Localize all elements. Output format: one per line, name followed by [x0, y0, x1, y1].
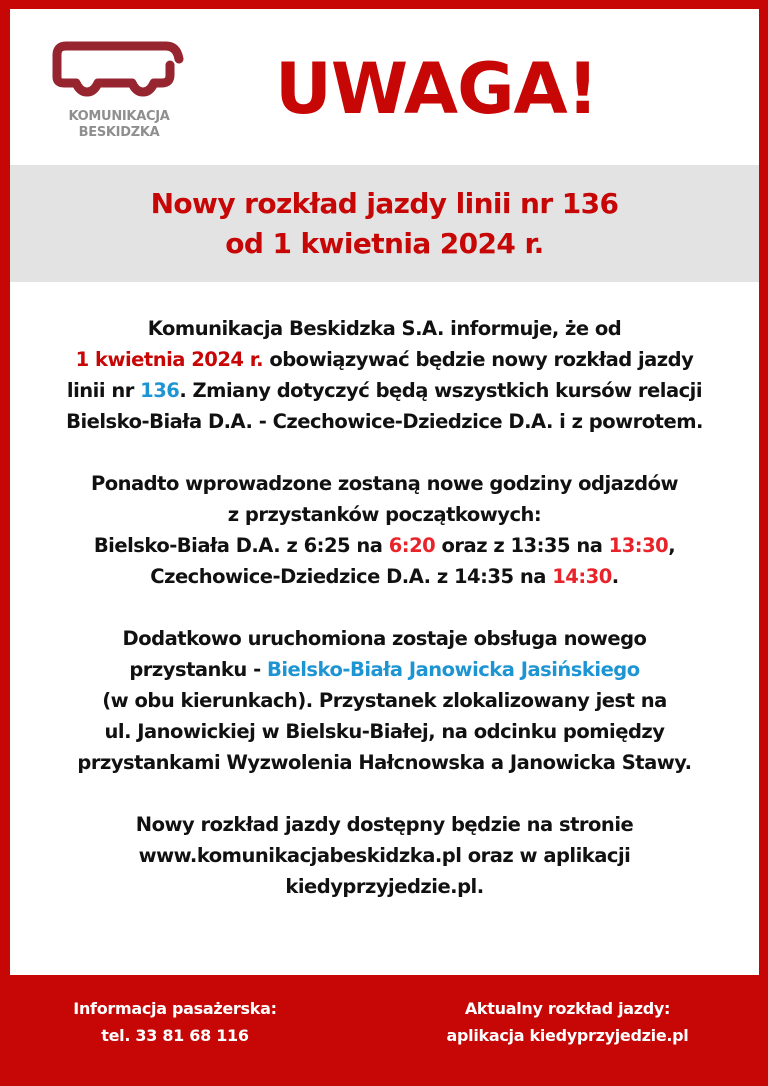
- text-span: ,: [668, 534, 676, 557]
- text-line: ul. Janowickiej w Bielsku-Białej, na odcinku pomiędzy: [104, 720, 665, 743]
- website-line: www.komunikacjabeskidzka.pl oraz w aplikacji: [138, 844, 631, 867]
- text-line: przystankami Wyzwolenia Hałcnowska a Janowicka Stawy.: [77, 751, 692, 774]
- bus-icon: [44, 37, 184, 107]
- new-time: 6:20: [388, 534, 436, 557]
- passenger-info: [30, 995, 320, 1049]
- text-span: obowiązywać będzie nowy rozkład jazdy: [263, 348, 694, 371]
- text-line: Bielsko-Biała D.A. - Czechowice-Dziedzice D.A. i z powrotem.: [66, 410, 703, 433]
- current-timetable-label: Aktualny rozkład jazdy:: [464, 999, 671, 1018]
- announcement-body: [10, 313, 759, 933]
- company-logo: [44, 37, 184, 147]
- effective-date: 1 kwietnia 2024 r.: [75, 348, 264, 371]
- poster-sheet: [10, 9, 759, 975]
- text-span: .: [611, 565, 619, 588]
- new-time: 13:30: [608, 534, 669, 557]
- text-line: Komunikacja Beskidzka S.A. informuje, że od: [147, 317, 622, 340]
- passenger-info-phone: tel. 33 81 68 116: [101, 1026, 249, 1045]
- paragraph-schedule-change: [10, 313, 759, 437]
- banner-line-1: Nowy rozkład jazdy linii nr 136: [150, 186, 619, 220]
- text-line: [10, 530, 759, 561]
- text-line: [10, 375, 759, 406]
- paragraph-new-stop: [10, 623, 759, 778]
- text-line: Ponadto wprowadzone zostaną nowe godziny odjazdów: [90, 472, 679, 495]
- headline-uwaga: UWAGA!: [275, 48, 598, 130]
- logo-line-2: BESKIDZKA: [78, 125, 160, 140]
- paragraph-departure-times: [10, 468, 759, 592]
- text-span: . Zmiany dotyczyć będą wszystkich kursów relacji: [179, 379, 703, 402]
- line-number: 136: [140, 379, 180, 402]
- current-timetable-app: aplikacja kiedyprzyjedzie.pl: [446, 1026, 689, 1045]
- text-line: [10, 561, 759, 592]
- logo-line-1: KOMUNIKACJA: [68, 109, 170, 124]
- app-line: kiedyprzyjedzie.pl.: [285, 875, 484, 898]
- text-span: linii nr: [66, 379, 141, 402]
- current-timetable: [410, 995, 725, 1049]
- announcement-banner: [10, 165, 759, 282]
- text-line: z przystanków początkowych:: [227, 503, 542, 526]
- text-line: Dodatkowo uruchomiona zostaje obsługa nowego: [122, 627, 647, 650]
- footer-bar: [10, 975, 759, 1086]
- passenger-info-label: Informacja pasażerska:: [73, 999, 277, 1018]
- text-line: [10, 654, 759, 685]
- text-line: (w obu kierunkach). Przystanek zlokalizowany jest na: [102, 689, 667, 712]
- text-line: [10, 344, 759, 375]
- text-line: Nowy rozkład jazdy dostępny będzie na stronie: [135, 813, 634, 836]
- logo-wordmark: [54, 109, 184, 141]
- text-span: przystanku -: [129, 658, 267, 681]
- new-stop-name: Bielsko-Biała Janowicka Jasińskiego: [266, 658, 640, 681]
- text-span: Czechowice-Dziedzice D.A. z 14:35 na: [150, 565, 553, 588]
- paragraph-availability: [10, 809, 759, 902]
- banner-line-2: od 1 kwietnia 2024 r.: [225, 226, 544, 260]
- text-span: Bielsko-Biała D.A. z 6:25 na: [93, 534, 389, 557]
- new-time: 14:30: [552, 565, 612, 588]
- text-span: oraz z 13:35 na: [435, 534, 609, 557]
